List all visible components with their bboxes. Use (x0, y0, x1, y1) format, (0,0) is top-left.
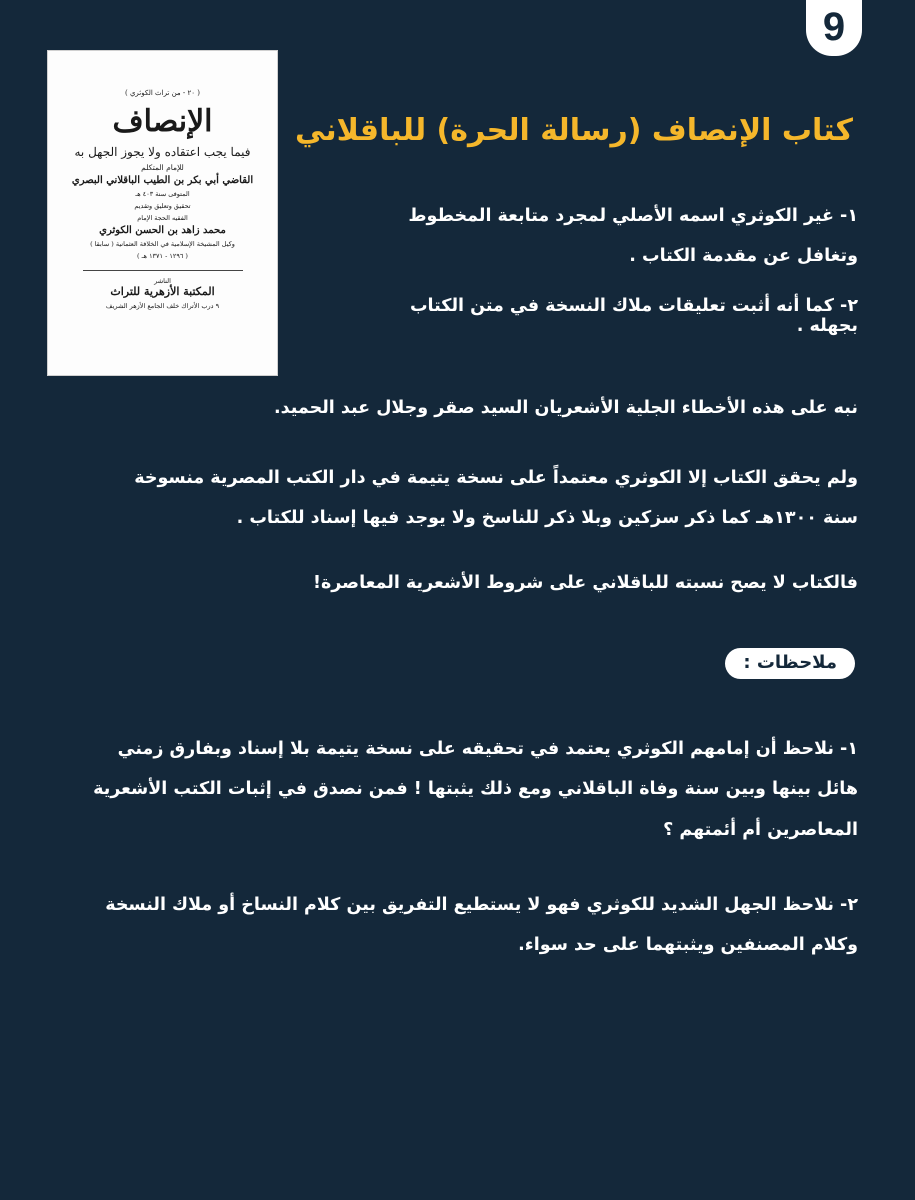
text-line: ٢- كما أنه أثبت تعليقات ملاك النسخة في متن الكتاب بجهله . (409, 296, 858, 337)
page-title: كتاب الإنصاف (رسالة الحرة) للباقلاني (295, 113, 853, 148)
point-2 (378, 296, 858, 336)
text-line: المعاصرين أم أئمتهم ؟ (663, 819, 858, 840)
note-1 (48, 729, 858, 850)
text-line: نبه على هذه الأخطاء الجلية الأشعريان السيد صقر وجلال عبد الحميد. (273, 398, 858, 418)
cover-line5: ( ١٢٩٦ - ١٣٧١ هـ ) (137, 252, 188, 260)
text-line: وكلام المصنفين ويثبتهما على حد سواء. (518, 935, 858, 956)
cover-line4: وكيل المشيخة الإسلامية في الخلافة العثمانية ( سابقا ) (90, 240, 235, 248)
body-paragraph-3 (48, 573, 858, 593)
cover-author: القاضي أبي بكر بن الطيب الباقلاني البصري (71, 175, 254, 186)
notes-label: ملاحظات : (725, 648, 855, 679)
cover-editor: محمد زاهد بن الحسن الكوثري (99, 225, 226, 236)
cover-publisher: المكتبة الأزهرية للتراث (110, 285, 215, 298)
cover-subtitle: فيما يجب اعتقاده ولا يجوز الجهل به (74, 145, 251, 159)
body-paragraph-2 (48, 458, 858, 539)
cover-line3: الفقيه الحجة الإمام (137, 214, 188, 222)
cover-death: المتوفى سنة ٤٠٣ هـ (135, 190, 190, 198)
cover-line1: للإمام المتكلم (141, 163, 184, 172)
text-line: فالكتاب لا يصح نسبته للباقلاني على شروط الأشعرية المعاصرة! (312, 573, 858, 593)
body-paragraph-1 (48, 398, 858, 418)
text-line: سنة ١٣٠٠هـ كما ذكر سزكين وبلا ذكر للناسخ ولا يوجد فيها إسناد للكتاب . (236, 508, 858, 529)
cover-line2: تحقيق وتعليق وتقديم (134, 202, 191, 210)
text-line: ٢- نلاحظ الجهل الشديد للكوثري فهو لا يستطيع التفريق بين كلام النساخ أو ملاك النسخة (105, 895, 858, 915)
text-line: ١- نلاحظ أن إمامهم الكوثري يعتمد في تحقيقه على نسخة يتيمة بلا إسناد وبفارق زمني (117, 739, 858, 759)
text-line: هائل بينها وبين سنة وفاة الباقلاني ومع ذلك يثبتها ! فمن نصدق في إثبات الكتب الأشعرية (93, 779, 858, 800)
cover-divider (83, 270, 243, 271)
note-2 (48, 885, 858, 966)
text-line: وتغافل عن مقدمة الكتاب . (629, 246, 858, 267)
book-cover-image (47, 50, 278, 376)
cover-publisher-label: الناشر (154, 277, 171, 285)
text-line: ولم يحقق الكتاب إلا الكوثري معتمداً على نسخة يتيمة في دار الكتب المصرية منسوخة (134, 468, 858, 488)
page-number-badge: 9 (806, 0, 862, 56)
point-1 (378, 196, 858, 277)
text-line: ١- غير الكوثري اسمه الأصلي لمجرد متابعة المخطوط (408, 206, 858, 226)
cover-publisher-address: ٩ درب الأتراك خلف الجامع الأزهر الشريف (105, 302, 220, 310)
cover-title: الإنصاف (112, 104, 213, 139)
cover-series: ( ٢٠ - من تراث الكوثري ) (125, 89, 200, 97)
